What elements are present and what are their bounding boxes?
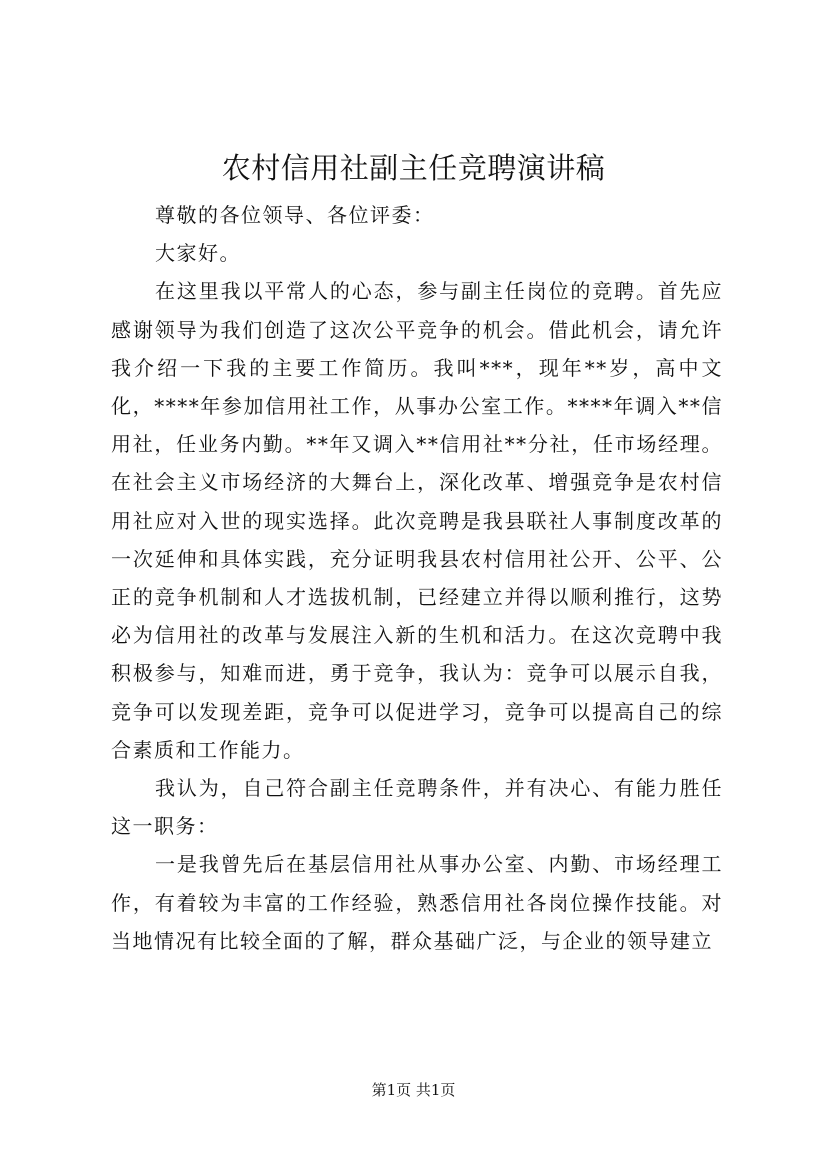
salutation-paragraph: 尊敬的各位领导、各位评委：: [155, 203, 435, 227]
page-number-label: 第1页 共1页: [371, 1081, 456, 1099]
greeting-paragraph: 大家好。: [155, 241, 241, 266]
body-paragraph: 一是我曾先后在基层信用社从事办公室、内勤、市场经理工作，有着较为丰富的工作经验，熟悉信用社各岗位操作技能。对当地情况有比较全面的了解，群众基础广泛，与企业的领导建立: [111, 852, 723, 953]
page-footer: [0, 1080, 827, 1100]
document-title: 农村信用社副主任竞聘演讲稿: [221, 151, 606, 185]
body-paragraph: 我认为，自己符合副主任竞聘条件，并有决心、有能力胜任这一职务：: [111, 776, 723, 839]
document-body: [111, 196, 723, 960]
body-paragraph: 在这里我以平常人的心态，参与副主任岗位的竞聘。首先应感谢领导为我们创造了这次公平竞争的机会。借此机会，请允许我介绍一下我的主要工作简历。我叫***，现年**岁，高中文化，****年参加信用社工作，从事办公室工作。****年调入**信用社，任业务内勤。**年又调入**信用社**分社，任市场经理。在社会主义市场经济的大舞台上，深化改革、增强竞争是农村信用社应对入世的现实选择。此次竞聘是我县联社人事制度改革的一次延伸和具体实践，充分证明我县农村信用社公开、公平、公正的竞争机制和人才选拔机制，已经建立并得以顺利推行，这势必为信用社的改革与发展注入新的生机和活力。在这次竞聘中我积极参与，知难而进，勇于竞争，我认为：竞争可以展示自我，竞争可以发现差距，竞争可以促进学习，竞争可以提高自己的综合素质和工作能力。: [111, 279, 723, 762]
